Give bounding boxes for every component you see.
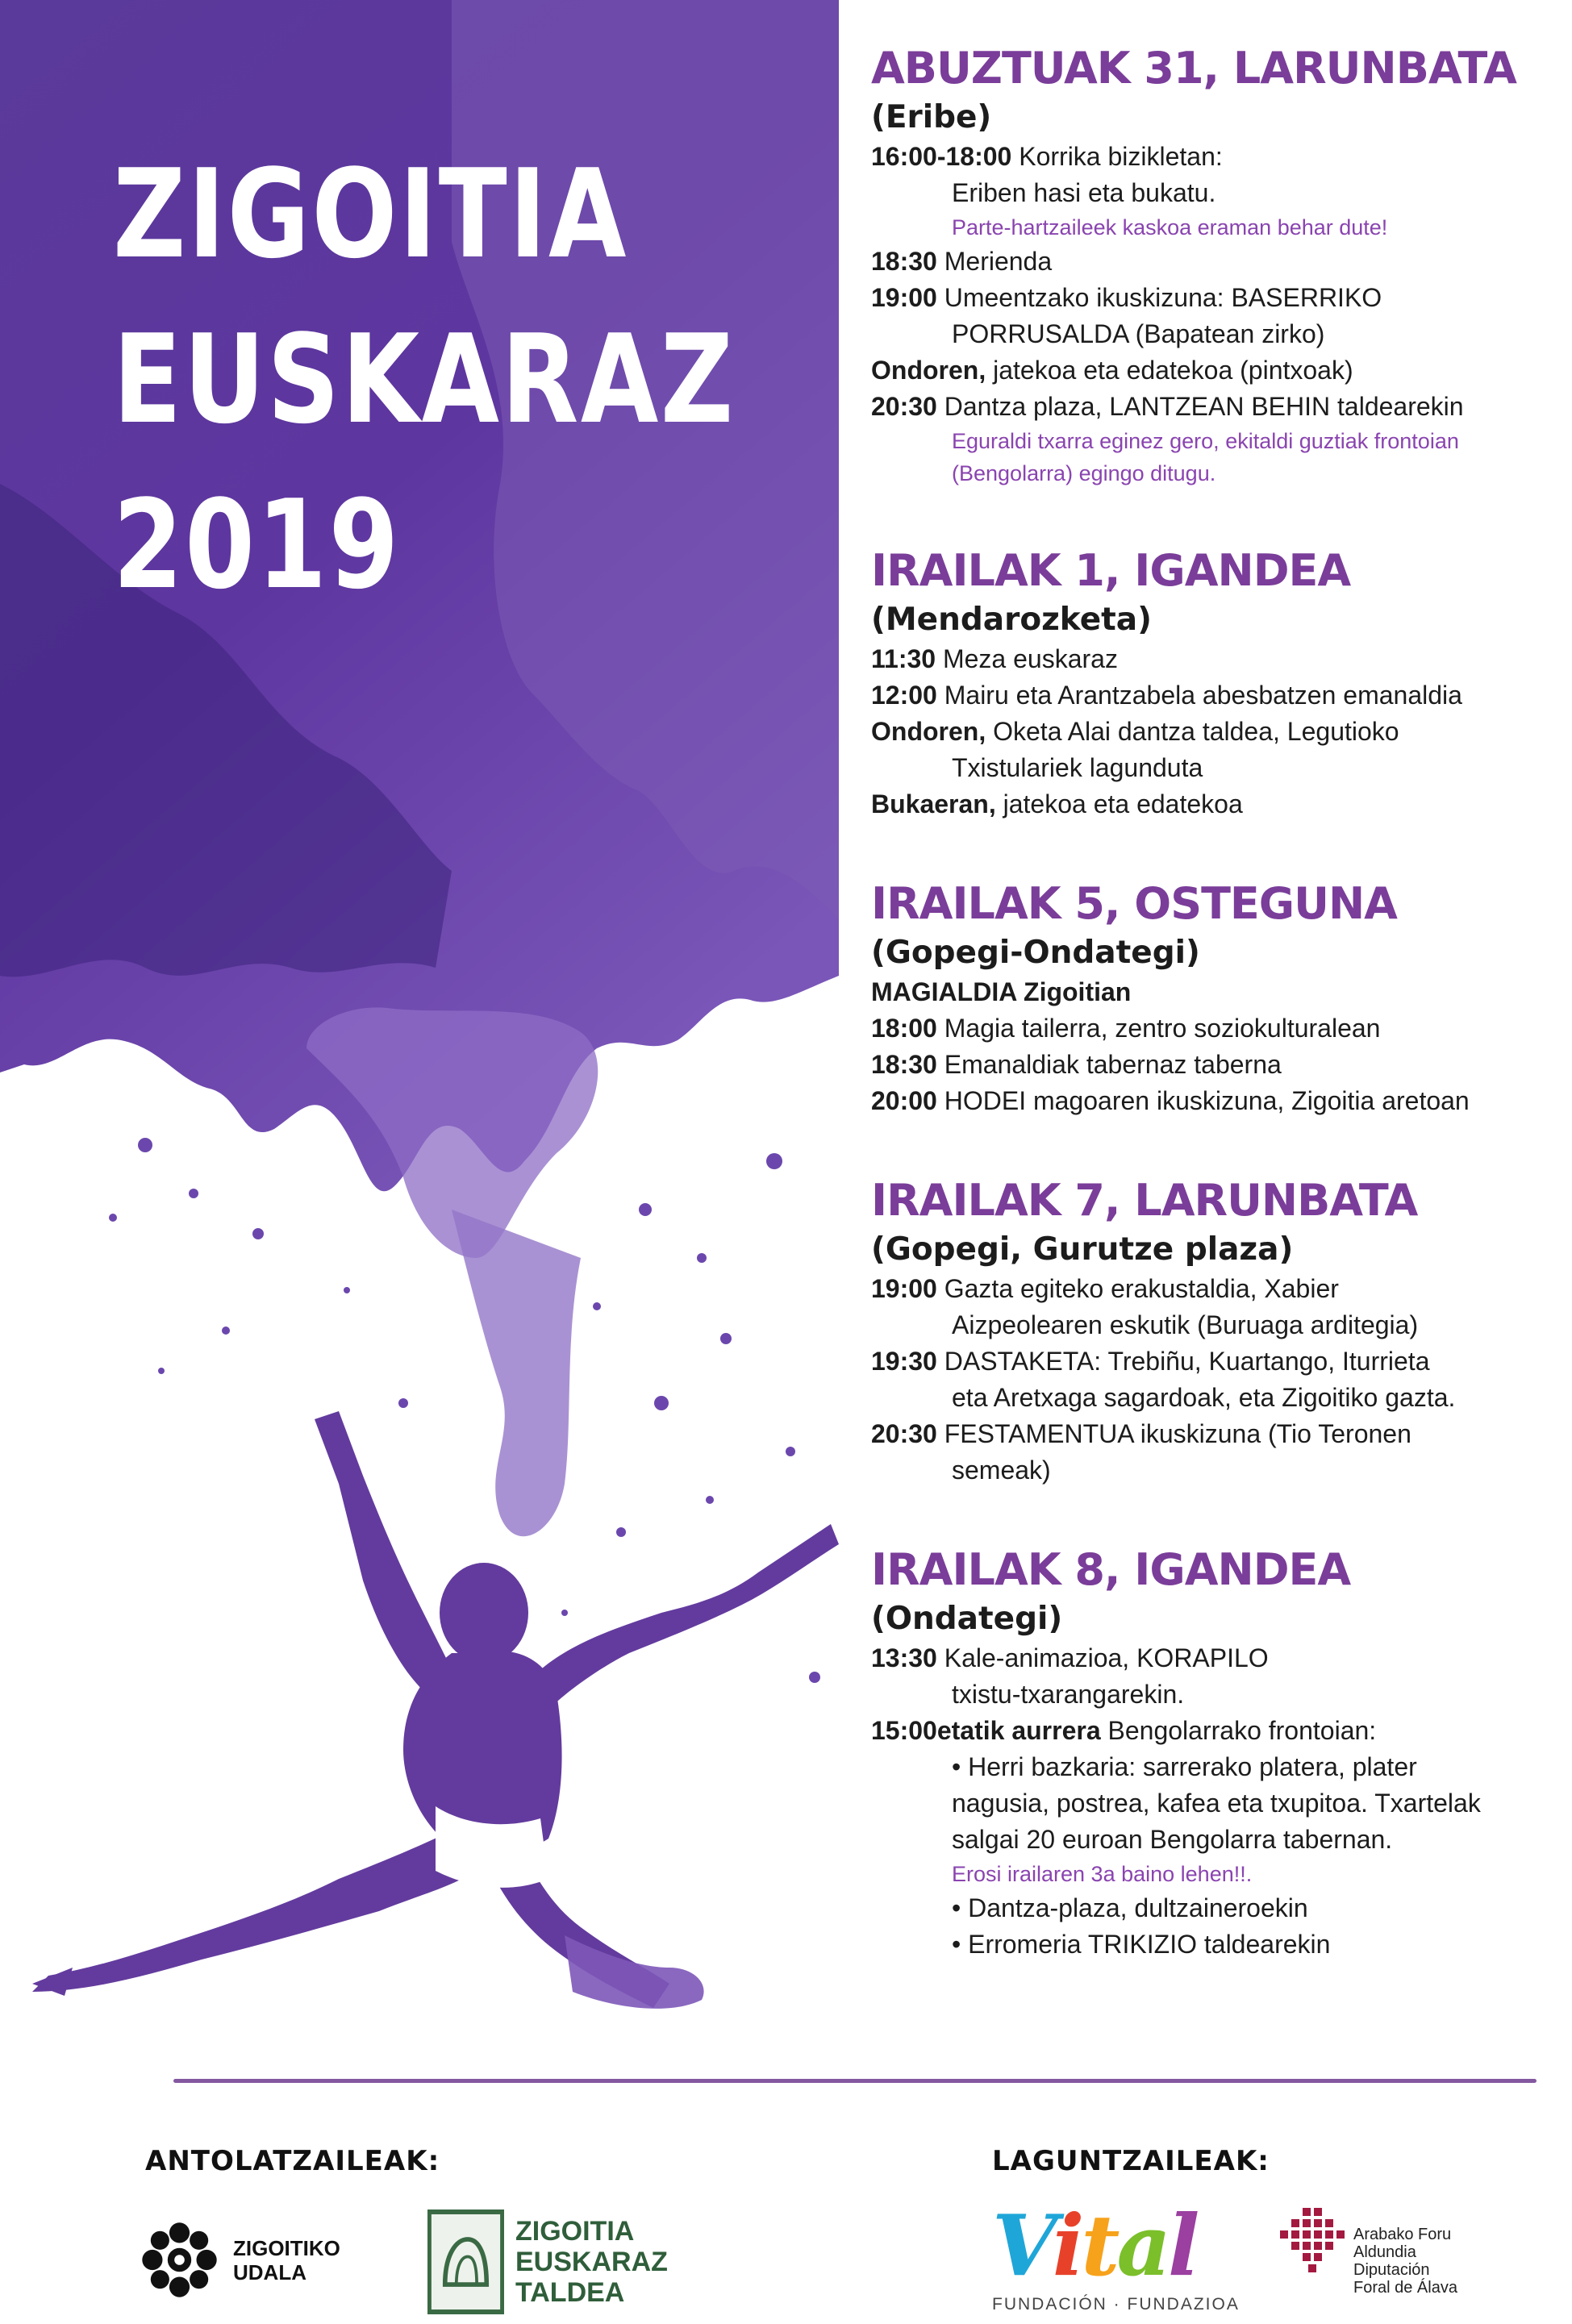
row-time: 15:00etatik aurrera xyxy=(871,1716,1101,1745)
row-text: Meza euskaraz xyxy=(936,644,1118,673)
row-time: 11:30 xyxy=(871,644,936,673)
row-continuation: eta Aretxaga sagardoak, eta Zigoitiko gazta. xyxy=(952,1383,1456,1412)
taldea-emblem-icon xyxy=(427,2209,504,2314)
row-text: Umeentzako ikuskizuna: BASERRIKO xyxy=(936,283,1382,312)
schedule-row xyxy=(871,1416,1549,1452)
zigoitiko-udala-logo xyxy=(137,2218,340,2302)
vital-fundazioa-logo xyxy=(992,2196,1282,2314)
schedule-row xyxy=(871,1083,1549,1119)
row-text: Magia tailerra, zentro soziokulturalean xyxy=(936,1014,1381,1043)
udala-line-2: UDALA xyxy=(233,2259,306,2284)
schedule-row xyxy=(871,786,1549,823)
dip-line-1: Arabako Foru xyxy=(1353,2226,1452,2243)
row-time: 18:30 xyxy=(871,247,937,276)
vital-letter: l xyxy=(1167,2196,1197,2295)
row-time: Ondoren, xyxy=(871,356,986,385)
bullet-continuation: salgai 20 euroan Bengolarra tabernan. xyxy=(952,1825,1393,1854)
bullet-item: • Herri bazkaria: sarrerako platera, plater xyxy=(952,1752,1417,1781)
row-time: 16:00-18:00 xyxy=(871,142,1012,171)
row-continuation: Aizpeolearen eskutik (Buruaga arditegia) xyxy=(952,1310,1419,1339)
row-text: FESTAMENTUA ikuskizuna (Tio Teronen xyxy=(936,1419,1411,1448)
schedule-row xyxy=(871,1713,1549,1749)
day-title: ABUZTUAK 31, LARUNBATA xyxy=(871,43,1516,94)
bullet-item: • Erromeria TRIKIZIO taldearekin xyxy=(952,1930,1331,1959)
row-note: Parte-hartzaileek kaskoa eraman behar dute! xyxy=(952,215,1388,239)
row-time: Ondoren, xyxy=(871,717,986,746)
day-section-sep1 xyxy=(871,543,1549,823)
day-location: (Gopegi-Ondategi) xyxy=(871,935,1200,971)
schedule-row xyxy=(871,1047,1549,1083)
schedule-row xyxy=(871,677,1549,714)
title-line-2: EUSKARAZ xyxy=(113,308,736,451)
diputacion-foral-alava-logo xyxy=(1278,2201,1457,2297)
day-section-sep8 xyxy=(871,1542,1549,1963)
row-continuation: semeak) xyxy=(952,1456,1051,1485)
zigoitia-euskaraz-taldea-logo xyxy=(427,2209,668,2314)
schedule-row xyxy=(871,714,1549,750)
row-time: 20:30 xyxy=(871,392,937,421)
row-continuation: Txistulariek lagunduta xyxy=(952,753,1203,782)
bullet-note: Erosi irailaren 3a baino lehen!!. xyxy=(952,1862,1253,1886)
organizers-heading: ANTOLATZAILEAK: xyxy=(145,2145,440,2177)
schedule-row xyxy=(871,1010,1549,1047)
row-text: Mairu eta Arantzabela abesbatzen emanaldia xyxy=(936,681,1462,710)
day-section-aug31 xyxy=(871,40,1549,489)
schedule-row xyxy=(871,352,1549,389)
diputacion-emblem-icon xyxy=(1278,2201,1347,2290)
schedule-row xyxy=(871,1343,1549,1380)
row-text: Oketa Alai dantza taldea, Legutioko xyxy=(986,717,1399,746)
footer-divider xyxy=(173,2079,1537,2083)
taldea-line-1: ZIGOITIA xyxy=(515,2216,635,2247)
supporters-heading: LAGUNTZAILEAK: xyxy=(992,2145,1270,2177)
row-note: (Bengolarra) egingo ditugu. xyxy=(952,461,1216,485)
vital-letter: V xyxy=(992,2196,1053,2295)
vital-word xyxy=(992,2196,1196,2295)
bullet-item: • Dantza-plaza, dultzaineroekin xyxy=(952,1893,1308,1922)
event-title xyxy=(113,143,736,649)
day-section-sep7 xyxy=(871,1172,1549,1489)
row-continuation: txistu-txarangarekin. xyxy=(952,1680,1185,1709)
row-text: Merienda xyxy=(936,247,1053,276)
row-time: 19:00 xyxy=(871,1274,937,1303)
row-time: 20:00 xyxy=(871,1086,937,1115)
dip-line-4: Foral de Álava xyxy=(1353,2279,1457,2297)
schedule-row xyxy=(871,280,1549,316)
row-text: Gazta egiteko erakustaldia, Xabier xyxy=(936,1274,1339,1303)
row-text: Dantza plaza, LANTZEAN BEHIN taldearekin xyxy=(936,392,1464,421)
row-time: 20:30 xyxy=(871,1419,937,1448)
row-time: Bukaeran, xyxy=(871,789,996,818)
day-location: (Mendarozketa) xyxy=(871,602,1152,638)
row-text: HODEI magoaren ikuskizuna, Zigoitia aretoan xyxy=(936,1086,1470,1115)
vital-subtitle: FUNDACIÓN · FUNDAZIOA xyxy=(992,2295,1240,2314)
row-time: 13:30 xyxy=(871,1643,937,1672)
row-time: 18:00 xyxy=(871,1014,937,1043)
schedule-row xyxy=(871,244,1549,280)
vital-letter: a xyxy=(1116,2196,1168,2295)
row-text: Emanaldiak tabernaz taberna xyxy=(936,1050,1282,1079)
row-text: DASTAKETA: Trebiñu, Kuartango, Iturrieta xyxy=(936,1347,1430,1376)
row-text: jatekoa eta edatekoa xyxy=(995,789,1243,818)
row-text: Korrika bizikletan: xyxy=(1011,142,1223,171)
taldea-line-2: EUSKARAZ xyxy=(515,2247,668,2277)
day-title: IRAILAK 5, OSTEGUNA xyxy=(871,878,1397,929)
title-line-3: 2019 xyxy=(113,473,401,616)
row-text: jatekoa eta edatekoa (pintxoak) xyxy=(986,356,1353,385)
row-continuation: PORRUSALDA (Bapatean zirko) xyxy=(952,319,1325,348)
row-time: 19:00 xyxy=(871,283,937,312)
row-time: 12:00 xyxy=(871,681,937,710)
row-text: Kale-animazioa, KORAPILO xyxy=(936,1643,1269,1672)
day-title: IRAILAK 8, IGANDEA xyxy=(871,1544,1351,1595)
subtitle-text: MAGIALDIA Zigoitian xyxy=(871,977,1132,1006)
day-location: (Eribe) xyxy=(871,99,992,135)
dip-line-2: Aldundia xyxy=(1353,2243,1416,2261)
day-section-sep5 xyxy=(871,876,1549,1119)
schedule-row xyxy=(871,139,1549,175)
row-time: 18:30 xyxy=(871,1050,937,1079)
row-note: Eguraldi txarra eginez gero, ekitaldi guztiak frontoian xyxy=(952,429,1459,453)
row-text: Bengolarrako frontoian: xyxy=(1100,1716,1377,1745)
day-title: IRAILAK 1, IGANDEA xyxy=(871,545,1351,596)
schedule-row xyxy=(871,1640,1549,1676)
day-location: (Ondategi) xyxy=(871,1601,1063,1637)
day-subtitle xyxy=(871,974,1549,1010)
row-continuation: Eriben hasi eta bukatu. xyxy=(952,178,1216,207)
schedule xyxy=(871,40,1549,2016)
schedule-row xyxy=(871,1271,1549,1307)
dip-line-3: Diputación xyxy=(1353,2261,1430,2279)
title-line-1: ZIGOITIA xyxy=(113,143,628,285)
day-location: (Gopegi, Gurutze plaza) xyxy=(871,1231,1294,1268)
vital-wordmark xyxy=(992,2196,1282,2295)
vital-letter: i xyxy=(1052,2196,1082,2295)
bullet-continuation: nagusia, postrea, kafea eta txupitoa. Txartelak xyxy=(952,1789,1481,1818)
udala-line-1: ZIGOITIKO xyxy=(233,2235,340,2260)
schedule-row xyxy=(871,641,1549,677)
schedule-row xyxy=(871,389,1549,425)
row-time: 19:30 xyxy=(871,1347,937,1376)
taldea-line-3: TALDEA xyxy=(515,2277,625,2308)
udala-emblem-icon xyxy=(137,2218,222,2302)
vital-letter: t xyxy=(1081,2196,1117,2295)
day-title: IRAILAK 7, LARUNBATA xyxy=(871,1175,1418,1226)
